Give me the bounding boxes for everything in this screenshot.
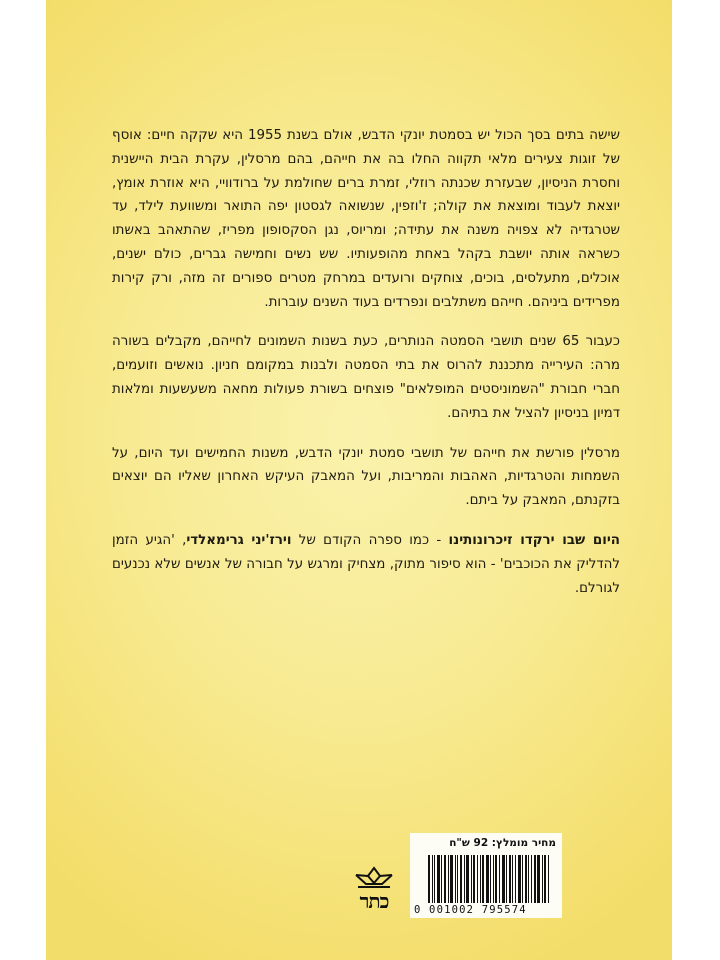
barcode: [428, 855, 556, 903]
blurb-paragraph-1: שישה בתים בסך הכול יש בסמטת יונקי הדבש, אולם בשנת 1955 היא שקקה חיים: אוסף של זוגות צעירים מלאי תקווה החלו בה את חייהם, בהם מרסלין, עקרת הבית היישנית וחסרת הניסיון, שבעזרת שכנתה רוזלי, זמרת ברים שחולמת על ברודוויי, היא אוזרת אומץ, יוצאת לעבוד ומוצאת את קולה; ז'וזפין, שנשואה לגסטון יפה התואר ומשוועת לילד, עד שטרגדיה לא צפויה משנה את עתידה; ומריוס, נגן הסקסופון מפריז, שהתאהב באשתו כשראה אותה יושבת בקהל באחת מהופעותיו. שש נשים וחמישה גברים, כולם ישנים, אוכלים, מתעלסים, בוכים, צוחקים ורועדים במרחק מטרים ספורים זה מזה, ורק קירות מפרידים ביניהם. חייהם משתלבים ונפרדים בעוד השנים עוברות.: [112, 128, 621, 310]
closing-rest: , 'הגיע הזמן להדליק את הכוכבים' - הוא סיפור מתוק, מצחיק ומרגש על חבורה של אנשים שלא נכנעים לגורלם.: [112, 532, 620, 596]
blurb-closing-paragraph: [112, 529, 620, 600]
book-title: היום שבו ירקדו זיכרונותינו: [448, 532, 620, 548]
closing-connector: - כמו ספרה הקודם של: [291, 532, 449, 548]
publisher-name: כתר: [359, 889, 389, 913]
recommended-price: מחיר מומלץ: 92 ש"ח: [449, 837, 556, 849]
crown-icon: [352, 866, 396, 890]
publisher-logo: [352, 866, 396, 916]
blurb-paragraph-2: כעבור 65 שנים תושבי הסמטה הנותרים, כעת בשנות השמונים לחייהם, מקבלים בשורה מרה: העירייה מתכננת להרוס את בתי הסמטה ולבנות במקומם חניון. נואשים וזועמים, חברי חבורת "השמוניסטים המופלאים" פוצחים בשורת פעולות מחאה משעשעות ומלאות דמיון בניסיון להציל את בתיהם.: [112, 334, 620, 421]
price-barcode-box: [410, 833, 562, 918]
blurb-text: [112, 124, 620, 616]
author-name: וירז'יני גרימאלדי: [186, 532, 292, 548]
blurb-paragraph-3: מרסלין פורשת את חייהם של תושבי סמטת יונקי הדבש, משנות החמישים ועד היום, על השמחות והטרגדיות, האהבות והמריבות, ועל המאבק העיקש האחרון שאליו הם יוצאים בזקנתם, המאבק על ביתם.: [112, 445, 620, 509]
barcode-number: 0 001002 795574: [414, 904, 527, 916]
